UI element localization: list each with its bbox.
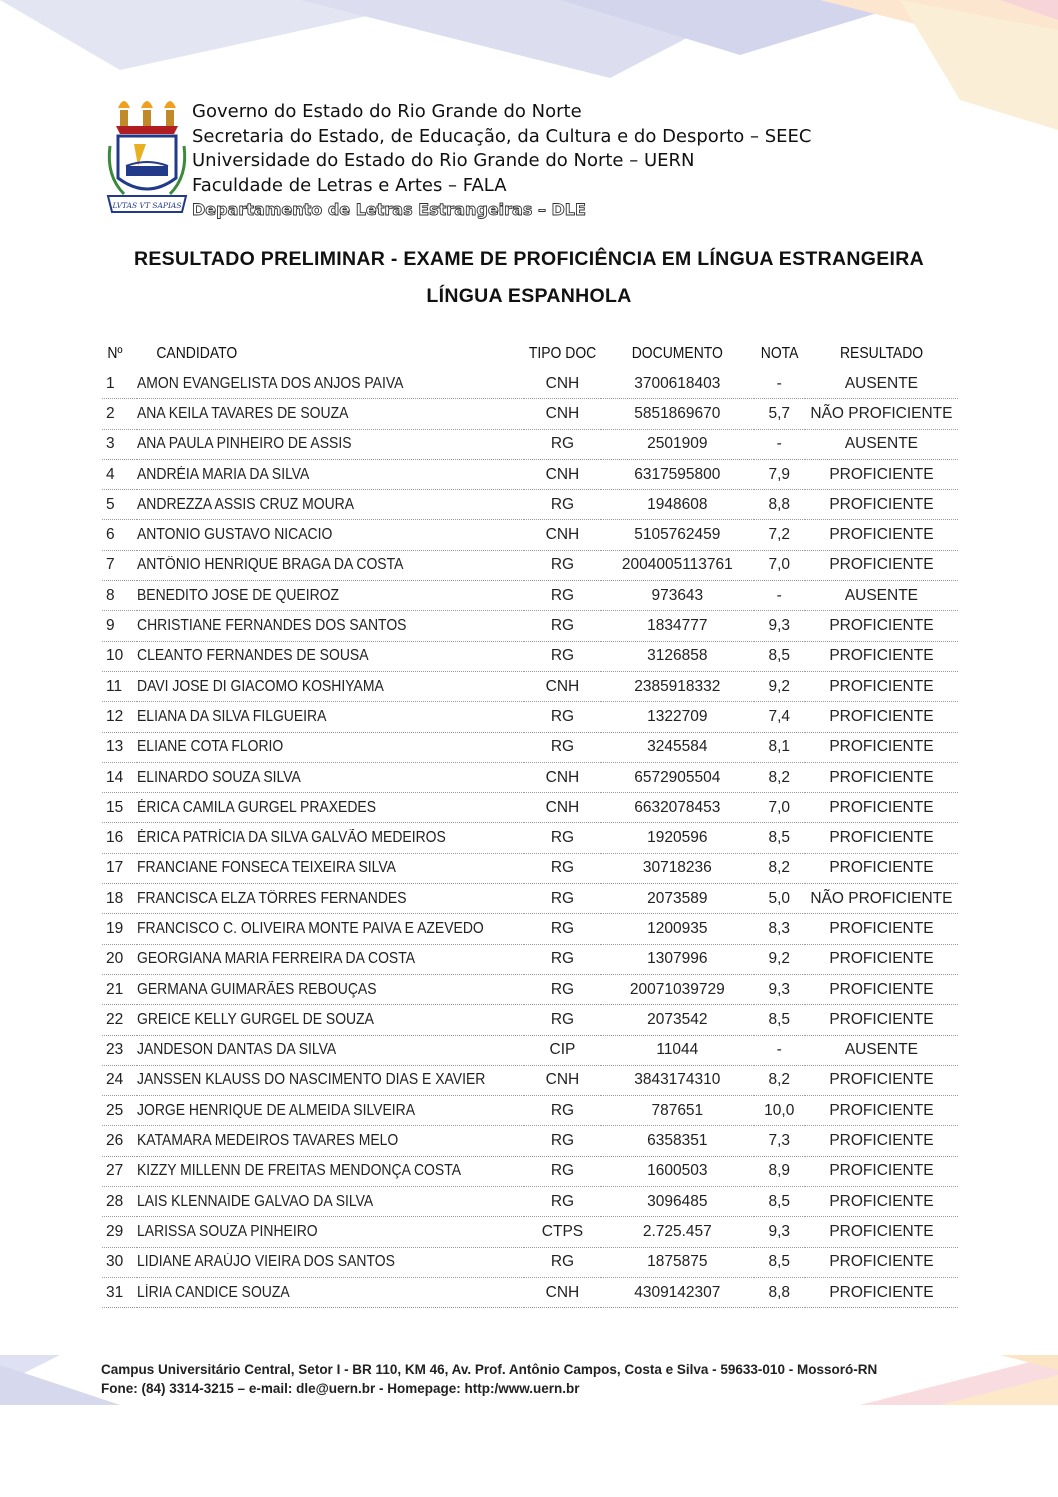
candidate-name-text: LIDIANE ARAÚJO VIEIRA DOS SANTOS xyxy=(136,1253,395,1271)
document-number: 973643 xyxy=(601,581,754,611)
result: PROFICIENTE xyxy=(805,671,958,701)
result: PROFICIENTE xyxy=(805,550,958,580)
result: PROFICIENTE xyxy=(805,853,958,883)
candidate-name-text: GEORGIANA MARIA FERREIRA DA COSTA xyxy=(136,950,415,968)
candidate-name-text: FRANCIANE FONSECA TEIXEIRA SILVA xyxy=(136,859,396,877)
doc-type: RG xyxy=(524,611,601,641)
row-number: 3 xyxy=(102,429,137,459)
result: PROFICIENTE xyxy=(805,1065,958,1095)
uern-coat-of-arms-logo xyxy=(104,96,190,218)
candidate-name-text: LAIS KLENNAIDE GALVAO DA SILVA xyxy=(136,1192,374,1210)
row-number: 27 xyxy=(102,1156,137,1186)
candidate-name-text: ANA PAULA PINHEIRO DE ASSIS xyxy=(136,435,352,453)
grade: 8,5 xyxy=(754,1247,805,1277)
candidate-name-text: ÉRICA CAMILA GURGEL PRAXEDES xyxy=(136,798,376,816)
table-row xyxy=(102,732,958,762)
svg-text:LVTAS VT SAPIAS: LVTAS VT SAPIAS xyxy=(112,201,182,210)
result: AUSENTE xyxy=(805,429,958,459)
row-number: 25 xyxy=(102,1096,137,1126)
row-number: 8 xyxy=(102,581,137,611)
document-number: 4309142307 xyxy=(601,1277,754,1307)
row-number: 19 xyxy=(102,914,137,944)
candidate-name-text: KATAMARA MEDEIROS TAVARES MELO xyxy=(136,1132,399,1150)
candidate-name xyxy=(137,944,524,974)
doc-type: RG xyxy=(524,732,601,762)
candidate-name xyxy=(137,974,524,1004)
grade: 8,5 xyxy=(754,1005,805,1035)
table-row xyxy=(102,1247,958,1277)
row-number: 17 xyxy=(102,853,137,883)
candidate-name xyxy=(137,1156,524,1186)
table-row xyxy=(102,641,958,671)
government-line: Governo do Estado do Rio Grande do Norte xyxy=(192,101,582,122)
grade: 8,2 xyxy=(754,762,805,792)
candidate-name-text: ELIANA DA SILVA FILGUEIRA xyxy=(136,707,327,725)
table-row xyxy=(102,550,958,580)
document-number: 5851869670 xyxy=(601,399,754,429)
document-number: 5105762459 xyxy=(601,520,754,550)
table-row xyxy=(102,702,958,732)
candidate-name xyxy=(137,762,524,792)
result: PROFICIENTE xyxy=(805,1126,958,1156)
document-number: 3700618403 xyxy=(601,369,754,399)
grade: 10,0 xyxy=(754,1096,805,1126)
candidate-name-text: JANSSEN KLAUSS DO NASCIMENTO DIAS E XAVIER xyxy=(136,1071,486,1089)
doc-type: RG xyxy=(524,1126,601,1156)
row-number: 18 xyxy=(102,884,137,914)
row-number: 29 xyxy=(102,1217,137,1247)
footer-contact: Fone: (84) 3314-3215 – e-mail: dle@uern.br - Homepage: http:/www.uern.br xyxy=(101,1381,580,1396)
doc-type: CNH xyxy=(524,793,601,823)
doc-type: RG xyxy=(524,944,601,974)
row-number: 20 xyxy=(102,944,137,974)
row-number: 21 xyxy=(102,974,137,1004)
grade: 7,0 xyxy=(754,550,805,580)
candidate-name-text: ÉRICA PATRÍCIA DA SILVA GALVÃO MEDEIROS xyxy=(136,829,446,847)
doc-type: RG xyxy=(524,581,601,611)
grade: 8,8 xyxy=(754,490,805,520)
candidate-name-text: JORGE HENRIQUE DE ALMEIDA SILVEIRA xyxy=(136,1101,415,1119)
result: PROFICIENTE xyxy=(805,914,958,944)
doc-type: CNH xyxy=(524,399,601,429)
footer-address: Campus Universitário Central, Setor I - BR 110, KM 46, Av. Prof. Antônio Campos, Costa e Silva - 59633-010 - Mossoró-RN xyxy=(101,1362,878,1377)
col-number-header: Nº xyxy=(107,345,123,362)
grade: 8,5 xyxy=(754,641,805,671)
document-number: 1200935 xyxy=(601,914,754,944)
row-number: 16 xyxy=(102,823,137,853)
table-row xyxy=(102,1096,958,1126)
candidate-name xyxy=(137,884,524,914)
result: PROFICIENTE xyxy=(805,1096,958,1126)
table-row xyxy=(102,581,958,611)
table-row xyxy=(102,1187,958,1217)
document-number: 6317595800 xyxy=(601,459,754,489)
row-number: 23 xyxy=(102,1035,137,1065)
table-row xyxy=(102,459,958,489)
document-number: 2073589 xyxy=(601,884,754,914)
col-candidate-header: CANDIDATO xyxy=(156,345,238,362)
document-number: 1834777 xyxy=(601,611,754,641)
secretariat-line: Secretaria do Estado, de Educação, da Cultura e do Desporto – SEEC xyxy=(192,125,812,147)
row-number: 22 xyxy=(102,1005,137,1035)
doc-type: RG xyxy=(524,702,601,732)
doc-type: CIP xyxy=(524,1035,601,1065)
row-number: 2 xyxy=(102,399,137,429)
candidate-name-text: AMON EVANGELISTA DOS ANJOS PAIVA xyxy=(136,374,404,392)
faculty-line: Faculdade de Letras e Artes – FALA xyxy=(192,174,507,196)
doc-type: CNH xyxy=(524,1277,601,1307)
candidate-name xyxy=(137,732,524,762)
results-table xyxy=(102,339,958,1308)
row-number: 28 xyxy=(102,1187,137,1217)
col-result-header: RESULTADO xyxy=(839,345,924,362)
doc-type: RG xyxy=(524,1187,601,1217)
row-number: 9 xyxy=(102,611,137,641)
document-number: 3843174310 xyxy=(601,1065,754,1095)
result: PROFICIENTE xyxy=(805,520,958,550)
table-row xyxy=(102,1156,958,1186)
doc-type: RG xyxy=(524,1247,601,1277)
document-number: 1307996 xyxy=(601,944,754,974)
doc-type: RG xyxy=(524,429,601,459)
result: PROFICIENTE xyxy=(805,1247,958,1277)
doc-type: CNH xyxy=(524,671,601,701)
table-row xyxy=(102,974,958,1004)
candidate-name-text: ANDREZZA ASSIS CRUZ MOURA xyxy=(136,495,354,513)
row-number: 7 xyxy=(102,550,137,580)
table-header-row xyxy=(102,339,958,369)
grade: 8,2 xyxy=(754,853,805,883)
table-row xyxy=(102,1035,958,1065)
grade: - xyxy=(754,581,805,611)
candidate-name xyxy=(137,793,524,823)
candidate-name-text: JANDESON DANTAS DA SILVA xyxy=(136,1041,337,1059)
document-number: 3126858 xyxy=(601,641,754,671)
candidate-name xyxy=(137,520,524,550)
table-row xyxy=(102,1005,958,1035)
grade: 7,9 xyxy=(754,459,805,489)
candidate-name xyxy=(137,581,524,611)
table-row xyxy=(102,944,958,974)
row-number: 26 xyxy=(102,1126,137,1156)
row-number: 4 xyxy=(102,459,137,489)
grade: 7,2 xyxy=(754,520,805,550)
document-number: 2.725.457 xyxy=(601,1217,754,1247)
document-number: 6358351 xyxy=(601,1126,754,1156)
table-row xyxy=(102,490,958,520)
doc-type: RG xyxy=(524,974,601,1004)
document-number: 1920596 xyxy=(601,823,754,853)
table-row xyxy=(102,914,958,944)
table-row xyxy=(102,399,958,429)
col-grade-header: NOTA xyxy=(760,345,799,362)
candidate-name xyxy=(137,550,524,580)
candidate-name xyxy=(137,823,524,853)
candidate-name-text: LARISSA SOUZA PINHEIRO xyxy=(136,1222,318,1240)
doc-type: RG xyxy=(524,1156,601,1186)
candidate-name xyxy=(137,1035,524,1065)
table-row xyxy=(102,762,958,792)
candidate-name-text: ANA KEILA TAVARES DE SOUZA xyxy=(136,404,349,422)
result: PROFICIENTE xyxy=(805,762,958,792)
grade: 8,2 xyxy=(754,1065,805,1095)
document-number: 3245584 xyxy=(601,732,754,762)
document-number: 3096485 xyxy=(601,1187,754,1217)
result: PROFICIENTE xyxy=(805,1187,958,1217)
row-number: 1 xyxy=(102,369,137,399)
result: PROFICIENTE xyxy=(805,702,958,732)
doc-type: CNH xyxy=(524,459,601,489)
document-number: 1875875 xyxy=(601,1247,754,1277)
result: AUSENTE xyxy=(805,369,958,399)
grade: 8,9 xyxy=(754,1156,805,1186)
row-number: 12 xyxy=(102,702,137,732)
candidate-name-text: ANDRÉIA MARIA DA SILVA xyxy=(136,465,310,483)
doc-type: CNH xyxy=(524,762,601,792)
document-number: 2385918332 xyxy=(601,671,754,701)
candidate-name xyxy=(137,611,524,641)
candidate-name xyxy=(137,1277,524,1307)
doc-type: RG xyxy=(524,1096,601,1126)
result: PROFICIENTE xyxy=(805,823,958,853)
grade: 9,3 xyxy=(754,611,805,641)
candidate-name-text: ANTÔNIO HENRIQUE BRAGA DA COSTA xyxy=(136,556,404,574)
grade: 9,3 xyxy=(754,1217,805,1247)
col-document-header: DOCUMENTO xyxy=(631,345,723,362)
row-number: 10 xyxy=(102,641,137,671)
document-subtitle: LÍNGUA ESPANHOLA xyxy=(426,285,632,307)
grade: - xyxy=(754,429,805,459)
candidate-name-text: CLEANTO FERNANDES DE SOUSA xyxy=(136,647,369,665)
candidate-name-text: BENEDITO JOSE DE QUEIROZ xyxy=(136,586,339,604)
candidate-name xyxy=(137,1247,524,1277)
result: PROFICIENTE xyxy=(805,1217,958,1247)
doc-type: RG xyxy=(524,1005,601,1035)
candidate-name xyxy=(137,1126,524,1156)
candidate-name xyxy=(137,914,524,944)
candidate-name-text: KIZZY MILLENN DE FREITAS MENDONÇA COSTA xyxy=(136,1162,461,1180)
candidate-name-text: ELIANE COTA FLORIO xyxy=(136,738,284,756)
result: AUSENTE xyxy=(805,1035,958,1065)
row-number: 5 xyxy=(102,490,137,520)
table-row xyxy=(102,671,958,701)
candidate-name xyxy=(137,459,524,489)
doc-type: CTPS xyxy=(524,1217,601,1247)
doc-type: RG xyxy=(524,490,601,520)
candidate-name xyxy=(137,671,524,701)
institution-block xyxy=(192,100,811,223)
candidate-name-text: CHRISTIANE FERNANDES DOS SANTOS xyxy=(136,617,407,635)
grade: 8,8 xyxy=(754,1277,805,1307)
result: PROFICIENTE xyxy=(805,732,958,762)
candidate-name xyxy=(137,1187,524,1217)
row-number: 31 xyxy=(102,1277,137,1307)
row-number: 11 xyxy=(102,671,137,701)
document-number: 1948608 xyxy=(601,490,754,520)
document-title: RESULTADO PRELIMINAR - EXAME DE PROFICIÊNCIA EM LÍNGUA ESTRANGEIRA xyxy=(133,248,925,270)
candidate-name xyxy=(137,1005,524,1035)
candidate-name-text: GERMANA GUIMARÃES REBOUÇAS xyxy=(136,980,377,998)
table-row xyxy=(102,1217,958,1247)
grade: 8,3 xyxy=(754,914,805,944)
result: PROFICIENTE xyxy=(805,974,958,1004)
document-number: 1600503 xyxy=(601,1156,754,1186)
grade: 9,3 xyxy=(754,974,805,1004)
table-row xyxy=(102,611,958,641)
row-number: 30 xyxy=(102,1247,137,1277)
candidate-name-text: DAVI JOSE DI GIACOMO KOSHIYAMA xyxy=(136,677,384,695)
candidate-name xyxy=(137,490,524,520)
table-row xyxy=(102,1277,958,1307)
document-number: 1322709 xyxy=(601,702,754,732)
table-row xyxy=(102,884,958,914)
candidate-name xyxy=(137,369,524,399)
result: NÃO PROFICIENTE xyxy=(805,399,958,429)
table-row xyxy=(102,793,958,823)
result: PROFICIENTE xyxy=(805,944,958,974)
table-row xyxy=(102,429,958,459)
grade: 7,3 xyxy=(754,1126,805,1156)
document-number: 6572905504 xyxy=(601,762,754,792)
table-row xyxy=(102,853,958,883)
doc-type: RG xyxy=(524,884,601,914)
doc-type: RG xyxy=(524,550,601,580)
candidate-name xyxy=(137,429,524,459)
row-number: 24 xyxy=(102,1065,137,1095)
doc-type: RG xyxy=(524,914,601,944)
doc-type: RG xyxy=(524,823,601,853)
doc-type: RG xyxy=(524,853,601,883)
table-row xyxy=(102,369,958,399)
table-row xyxy=(102,520,958,550)
grade: 8,5 xyxy=(754,823,805,853)
document-number: 20071039729 xyxy=(601,974,754,1004)
document-number: 787651 xyxy=(601,1096,754,1126)
letterhead xyxy=(104,96,864,220)
document-number: 30718236 xyxy=(601,853,754,883)
result: NÃO PROFICIENTE xyxy=(805,884,958,914)
candidate-name-text: FRANCISCA ELZA TÔRRES FERNANDES xyxy=(136,889,407,907)
grade: 7,0 xyxy=(754,793,805,823)
result: PROFICIENTE xyxy=(805,459,958,489)
col-doc-type-header: TIPO DOC xyxy=(528,345,597,362)
university-line: Universidade do Estado do Rio Grande do Norte – UERN xyxy=(192,150,695,171)
grade: 5,0 xyxy=(754,884,805,914)
candidate-name xyxy=(137,1217,524,1247)
candidate-name xyxy=(137,641,524,671)
grade: 8,1 xyxy=(754,732,805,762)
grade: 9,2 xyxy=(754,944,805,974)
candidate-name-text: GREICE KELLY GURGEL DE SOUZA xyxy=(136,1010,374,1028)
document-number: 6632078453 xyxy=(601,793,754,823)
row-number: 14 xyxy=(102,762,137,792)
footer xyxy=(101,1360,877,1398)
candidate-name-text: LÍRIA CANDICE SOUZA xyxy=(136,1283,290,1301)
candidate-name xyxy=(137,853,524,883)
table-row xyxy=(102,823,958,853)
row-number: 6 xyxy=(102,520,137,550)
candidate-name-text: FRANCISCO C. OLIVEIRA MONTE PAIVA E AZEVEDO xyxy=(136,919,484,937)
result: PROFICIENTE xyxy=(805,1156,958,1186)
document-number: 2004005113761 xyxy=(601,550,754,580)
result: PROFICIENTE xyxy=(805,1277,958,1307)
row-number: 15 xyxy=(102,793,137,823)
grade: - xyxy=(754,1035,805,1065)
table-row xyxy=(102,1065,958,1095)
document-number: 2501909 xyxy=(601,429,754,459)
grade: 8,5 xyxy=(754,1187,805,1217)
candidate-name-text: ELINARDO SOUZA SILVA xyxy=(136,768,301,786)
table-row xyxy=(102,1126,958,1156)
row-number: 13 xyxy=(102,732,137,762)
result: PROFICIENTE xyxy=(805,641,958,671)
doc-type: CNH xyxy=(524,369,601,399)
table-body xyxy=(102,369,958,1308)
candidate-name xyxy=(137,399,524,429)
result: PROFICIENTE xyxy=(805,1005,958,1035)
department-line: Departamento de Letras Estrangeiras – DLE xyxy=(192,200,586,219)
doc-type: CNH xyxy=(524,1065,601,1095)
grade: 5,7 xyxy=(754,399,805,429)
result: PROFICIENTE xyxy=(805,793,958,823)
candidate-name xyxy=(137,1065,524,1095)
document-number: 2073542 xyxy=(601,1005,754,1035)
candidate-name-text: ANTONIO GUSTAVO NICACIO xyxy=(136,526,333,544)
result: PROFICIENTE xyxy=(805,490,958,520)
doc-type: RG xyxy=(524,641,601,671)
result: PROFICIENTE xyxy=(805,611,958,641)
candidate-name xyxy=(137,702,524,732)
result: AUSENTE xyxy=(805,581,958,611)
candidate-name xyxy=(137,1096,524,1126)
grade: 7,4 xyxy=(754,702,805,732)
grade: - xyxy=(754,369,805,399)
doc-type: CNH xyxy=(524,520,601,550)
document-number: 11044 xyxy=(601,1035,754,1065)
grade: 9,2 xyxy=(754,671,805,701)
